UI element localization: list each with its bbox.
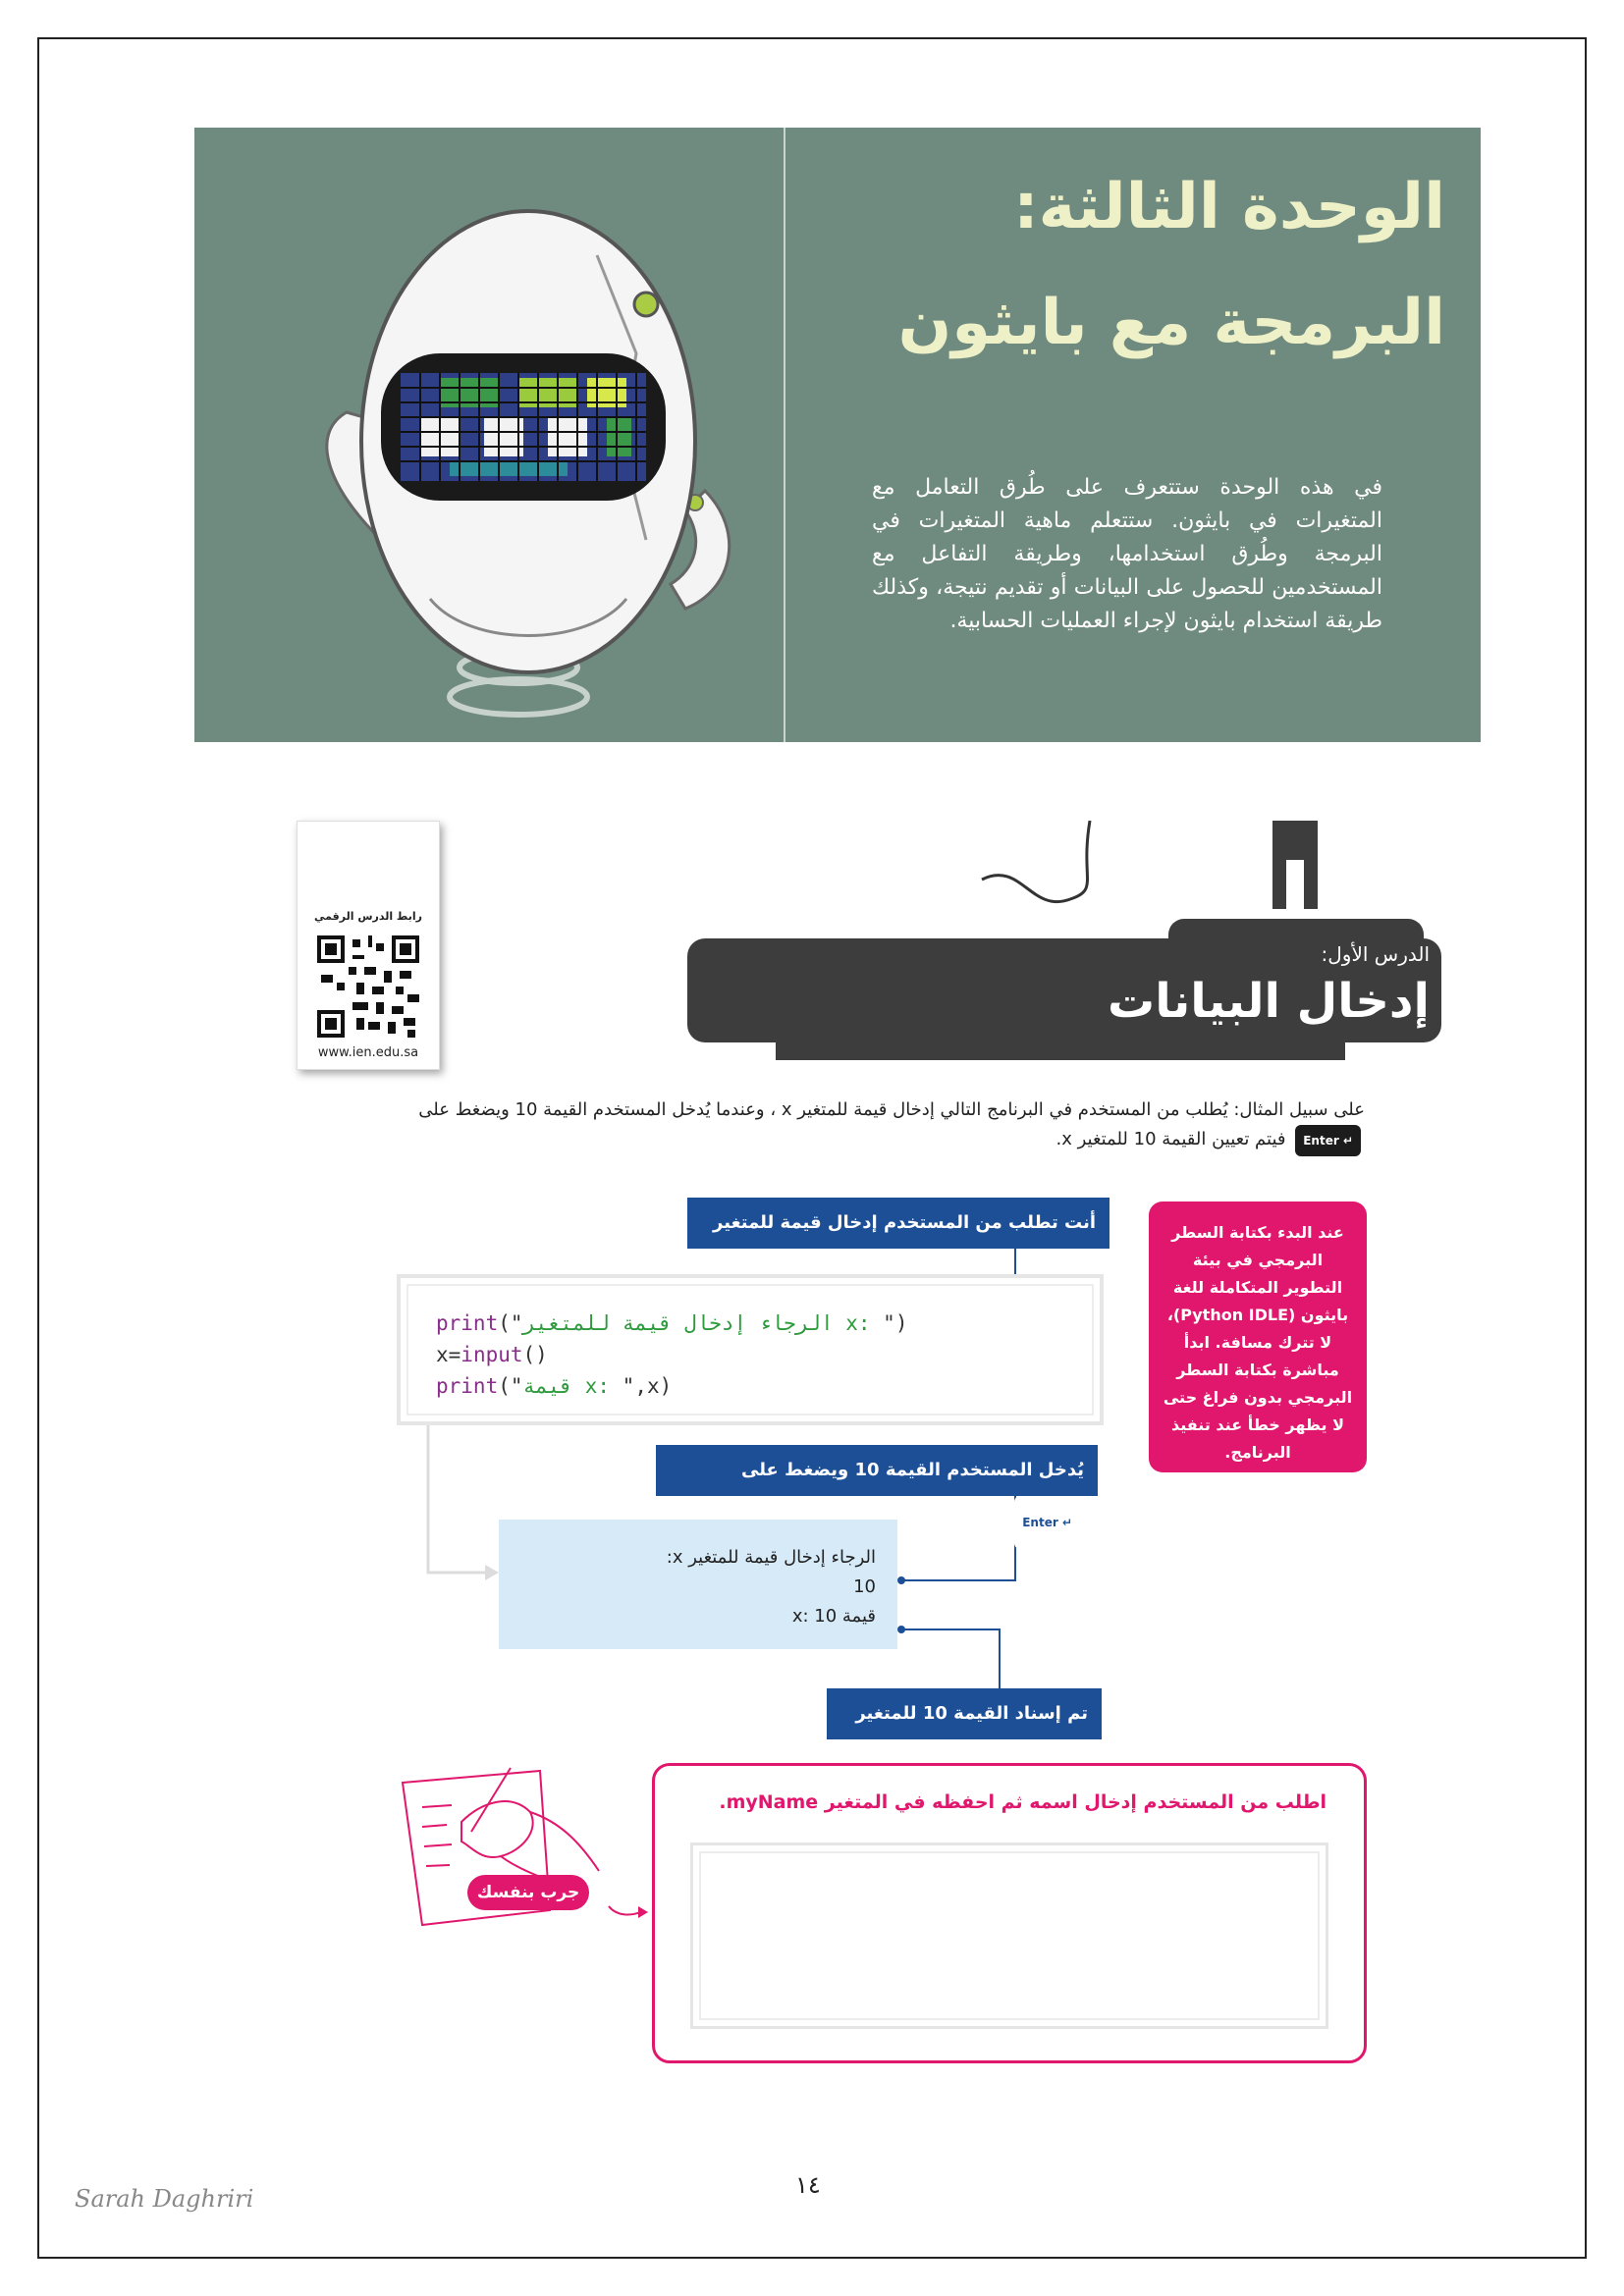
try-yourself-box — [652, 1763, 1367, 2063]
enter-key-icon: Enter ↵ — [1014, 1496, 1080, 1549]
code-fn-input: input — [460, 1343, 523, 1366]
enter-key-icon: Enter ↵ — [1295, 1125, 1361, 1156]
unit-description: في هذه الوحدة ستتعرف على طُرق التعامل مع المتغيرات في بايثون. ستتعلم ماهية المتغيرات في البرمجة وطُرق استخدامها، وطريقة التفاعل مع المستخدمين للحصول على البيانات أو تقديم نتيجة، وكذلك طريقة استخدام بايثون لإجراء العمليات الحسابية. — [872, 475, 1382, 633]
code-string: قيمة x: — [522, 1374, 623, 1398]
output-text — [667, 1543, 876, 1631]
code-rest: () — [522, 1343, 548, 1366]
code-close: ") — [883, 1311, 908, 1335]
output-line-3: قيمة x: 10 — [791, 1606, 876, 1627]
callout-request-input: أنت تطلب من المستخدم إدخال قيمة للمتغير — [687, 1198, 1110, 1249]
code-block — [436, 1308, 907, 1402]
code-editor — [397, 1274, 1104, 1425]
intro-text-1: على سبيل المثال: يُطلب من المستخدم في البرنامج التالي إدخال قيمة للمتغير x ، وعندما يُدخل المستخدم القيمة 10 ويضغط على — [418, 1099, 1365, 1120]
output-line-1: الرجاء إدخال قيمة للمتغير x: — [666, 1547, 876, 1568]
code-string: الرجاء إدخال قيمة للمتغير x: — [522, 1311, 884, 1335]
try-prompt: اطلب من المستخدم إدخال اسمه ثم احفظه في المتغير myName. — [719, 1791, 1326, 1813]
callout-user-enters-value — [656, 1445, 1098, 1529]
arrow-right-icon — [607, 1902, 650, 1922]
program-output — [499, 1520, 897, 1649]
code-open: (" — [498, 1311, 523, 1335]
code-close: ",x) — [622, 1374, 673, 1398]
code-line-2 — [436, 1339, 907, 1370]
lesson-title: إدخال البيانات — [1107, 974, 1430, 1029]
output-line-2: 10 — [853, 1576, 876, 1597]
code-open: (" — [498, 1374, 523, 1398]
try-yourself-badge: جرب بنفسك — [467, 1875, 589, 1910]
code-line-1 — [436, 1308, 907, 1339]
intro-text-2: فيتم تعيين القيمة 10 للمتغير x. — [1056, 1129, 1286, 1149]
writing-hand-icon — [393, 1763, 619, 1940]
callout-value-assigned: تم إسناد القيمة 10 للمتغير x. — [827, 1688, 1102, 1739]
code-var: x= — [436, 1343, 461, 1366]
page-number: ١٤ — [795, 2171, 821, 2199]
lesson-label: الدرس الأول: — [1321, 942, 1430, 966]
qr-url[interactable]: www.ien.edu.sa — [317, 1045, 419, 1060]
code-line-3 — [436, 1370, 907, 1402]
callout-user-enters-text: يُدخل المستخدم القيمة 10 ويضغط على — [740, 1460, 1084, 1480]
answer-area[interactable] — [690, 1842, 1328, 2029]
answer-area-inner — [699, 1851, 1320, 2020]
unit-title-line1: الوحدة الثالثة: — [1013, 171, 1445, 243]
code-fn-print: print — [436, 1311, 499, 1335]
tip-box: عند البدء بكتابة السطر البرمجي في بيئة التطوير المتكاملة للغة بايثون (Python IDLE)، لا تترك مسافة. ابدأ مباشرة بكتابة السطر البرمجي بدون فراغ حتى لا يظهر خطأ عند تنفيذ البرنامج. — [1149, 1201, 1367, 1472]
code-fn-print: print — [436, 1374, 499, 1398]
qr-label: رابط الدرس الرقمي — [314, 910, 422, 923]
author-signature: Sarah Daghriri — [75, 2185, 254, 2213]
unit-title-line2: البرمجة مع بايثون — [897, 287, 1445, 359]
